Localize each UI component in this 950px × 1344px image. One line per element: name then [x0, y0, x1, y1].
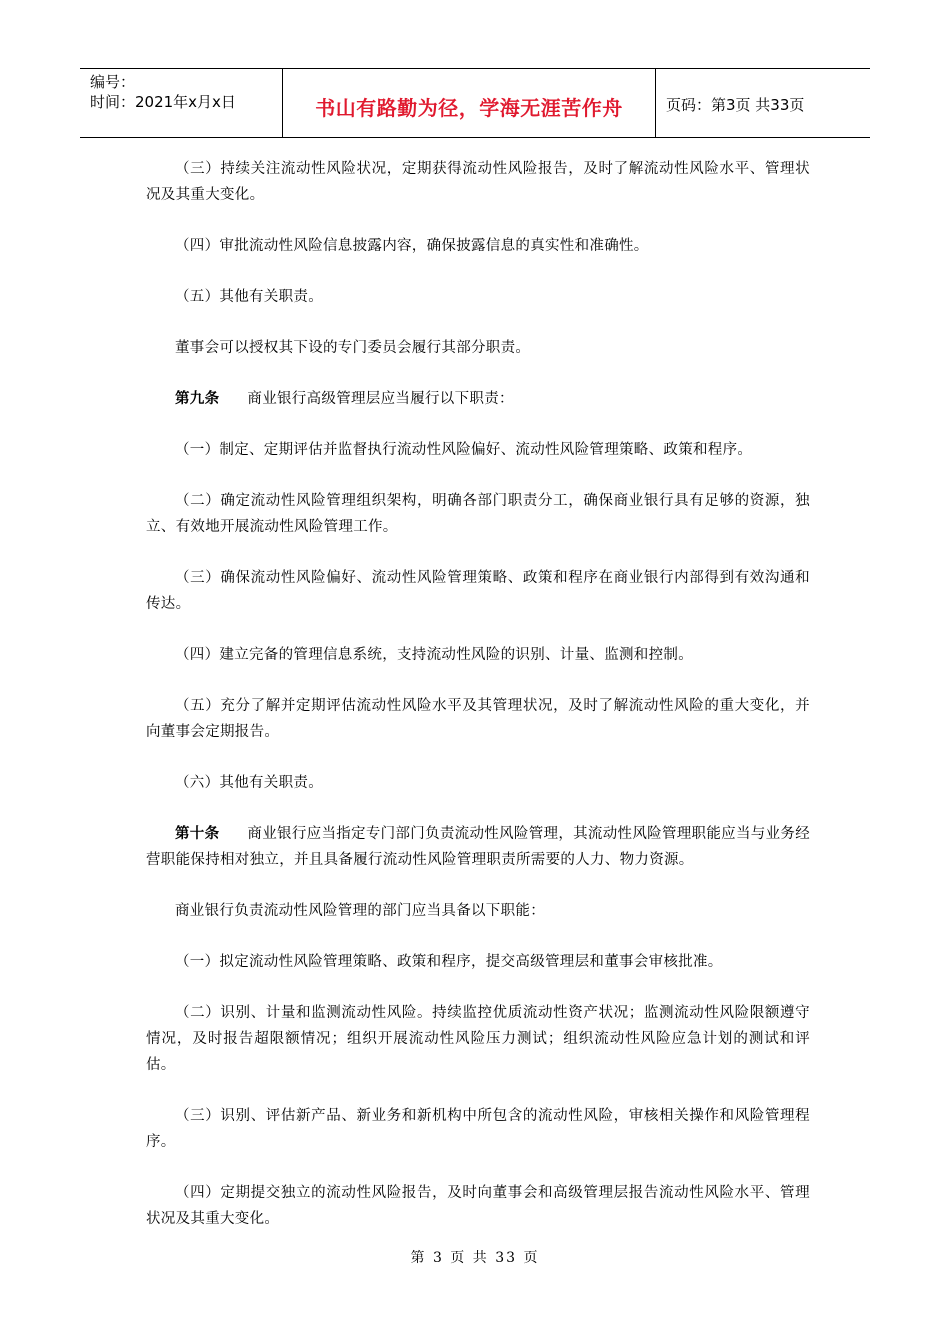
body-paragraph: [146, 1180, 810, 1232]
header-page-code: 页码：第3页 共33页: [666, 96, 805, 114]
paragraph-text: 商业银行应当指定专门部门负责流动性风险管理，其流动性风险管理职能应当与业务经营职能保持相对独立，并且具备履行流动性风险管理职责所需要的人力、物力资源。: [146, 826, 810, 868]
paragraph-text: （六）其他有关职责。: [175, 775, 323, 791]
header-info-cell: [80, 69, 283, 137]
body-paragraph: [146, 1103, 810, 1155]
document-body: [146, 156, 810, 1257]
body-paragraph: [146, 565, 810, 617]
header-motto: 书山有路勤为径，学海无涯苦作舟: [315, 96, 623, 120]
paragraph-text: （四）审批流动性风险信息披露内容，确保披露信息的真实性和准确性。: [175, 238, 649, 254]
paragraph-text: 商业银行高级管理层应当履行以下职责：: [247, 391, 514, 407]
paragraph-text: （三）持续关注流动性风险状况，定期获得流动性风险报告，及时了解流动性风险水平、管理状况及其重大变化。: [146, 161, 810, 203]
body-paragraph: [146, 693, 810, 745]
document-number-label: 编号：: [90, 73, 136, 91]
body-paragraph: [146, 949, 810, 975]
header-page-cell: [656, 69, 870, 137]
paragraph-text: （三）确保流动性风险偏好、流动性风险管理策略、政策和程序在商业银行内部得到有效沟通和传达。: [146, 570, 810, 612]
header-motto-cell: [283, 69, 656, 137]
page-header: [80, 68, 870, 138]
paragraph-text: （四）建立完备的管理信息系统，支持流动性风险的识别、计量、监测和控制。: [175, 647, 693, 663]
article-number: 第九条: [175, 391, 220, 407]
page-footer: 第 3 页 共 33 页: [410, 1250, 540, 1266]
body-paragraph: [146, 284, 810, 310]
article-paragraph: [146, 386, 810, 412]
body-paragraph: [146, 437, 810, 463]
body-paragraph: [146, 642, 810, 668]
paragraph-text: 商业银行负责流动性风险管理的部门应当具备以下职能：: [175, 903, 545, 919]
document-time-label: 时间：2021年x月x日: [90, 93, 236, 111]
paragraph-text: （五）其他有关职责。: [175, 289, 323, 305]
paragraph-text: （四）定期提交独立的流动性风险报告，及时向董事会和高级管理层报告流动性风险水平、管理状况及其重大变化。: [146, 1185, 810, 1227]
body-paragraph: [146, 1000, 810, 1078]
paragraph-text: （二）确定流动性风险管理组织架构，明确各部门职责分工，确保商业银行具有足够的资源，独立、有效地开展流动性风险管理工作。: [146, 493, 810, 535]
body-paragraph: [146, 488, 810, 540]
article-paragraph: [146, 821, 810, 873]
paragraph-text: 董事会可以授权其下设的专门委员会履行其部分职责。: [175, 340, 531, 356]
body-paragraph: [146, 770, 810, 796]
body-paragraph: [146, 898, 810, 924]
paragraph-text: （五）充分了解并定期评估流动性风险水平及其管理状况，及时了解流动性风险的重大变化，并向董事会定期报告。: [146, 698, 810, 740]
paragraph-text: （二）识别、计量和监测流动性风险。持续监控优质流动性资产状况；监测流动性风险限额遵守情况，及时报告超限额情况；组织开展流动性风险压力测试；组织流动性风险应急计划的测试和评估。: [146, 1005, 810, 1073]
article-number: 第十条: [175, 826, 220, 842]
paragraph-text: （一）拟定流动性风险管理策略、政策和程序，提交高级管理层和董事会审核批准。: [175, 954, 723, 970]
paragraph-text: （一）制定、定期评估并监督执行流动性风险偏好、流动性风险管理策略、政策和程序。: [175, 442, 753, 458]
body-paragraph: [146, 335, 810, 361]
body-paragraph: [146, 156, 810, 208]
body-paragraph: [146, 233, 810, 259]
paragraph-text: （三）识别、评估新产品、新业务和新机构中所包含的流动性风险，审核相关操作和风险管理程序。: [146, 1108, 810, 1150]
